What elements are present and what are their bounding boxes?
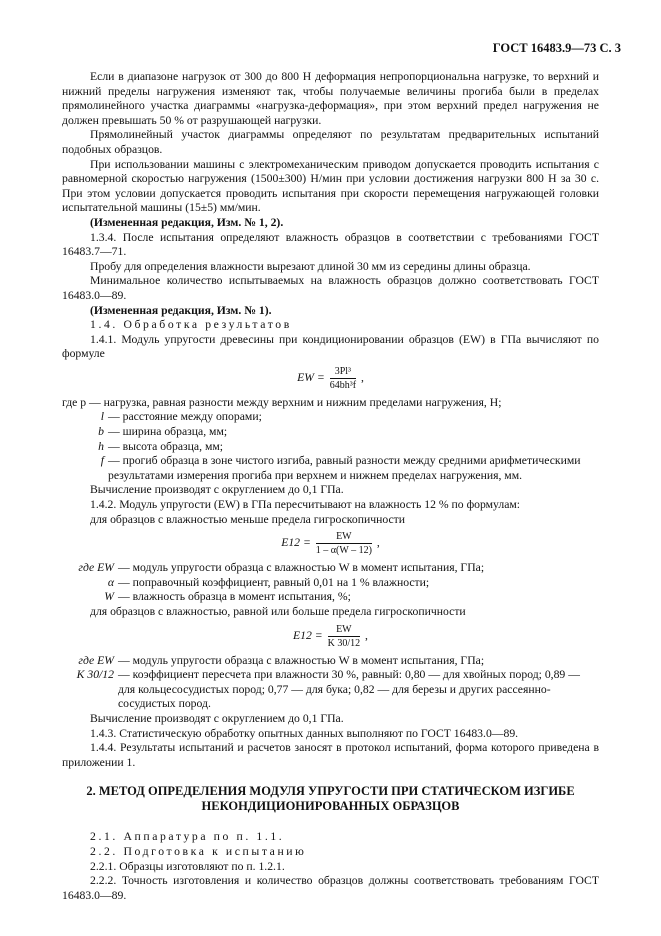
paragraph: При использовании машины с электромеханическим приводом допускается проводить испытания с равномерной скоростью нагружения (1500±300) Н/мин при условии достижения нагрузки 800 Н за 30 с. При этом условии допускается проводить испытания при скорости перемещения нагружающей головки испытательной машины (15±5) мм/мин. (62, 157, 599, 215)
paragraph: для образцов с влажностью, равной или больше предела гигроскопичности (90, 605, 466, 618)
definition-text: — влажность образца в момент испытания, %; (118, 590, 351, 604)
edit-note: (Измененная редакция, Изм. № 1). (90, 303, 272, 317)
definition-item (62, 654, 599, 669)
paragraph: 1.4.3. Статистическую обработку опытных данных выполняют по ГОСТ 16483.0—89. (90, 726, 519, 740)
definition-item (62, 410, 599, 425)
definition-item (62, 561, 599, 576)
definition-item (62, 590, 599, 605)
definition-text: — модуль упругости образца с влажностью W в момент испытания, ГПа; (118, 653, 485, 667)
definition-item (62, 454, 599, 483)
formula-denominator: 1 – α(W – 12) (315, 545, 372, 557)
formula-tail: , (365, 628, 368, 642)
definition-key: K 30/12 (76, 668, 114, 682)
definition-key: b (98, 425, 104, 439)
formula-lhs: EW = (297, 371, 325, 385)
formula-lhs: E12 = (281, 536, 311, 550)
formula-fraction (328, 623, 361, 650)
formula-tail: , (360, 371, 364, 385)
definition-text: — расстояние между опорами; (108, 410, 262, 424)
definition-text: — поправочный коэффициент, равный 0,01 на 1 % влажности; (118, 575, 430, 589)
section-title-line: 2. МЕТОД ОПРЕДЕЛЕНИЯ МОДУЛЯ УПРУГОСТИ ПРИ СТАТИЧЕСКОМ ИЗГИБЕ (86, 784, 575, 799)
section-2-title (62, 784, 599, 814)
formula-fraction (316, 530, 372, 557)
paragraph: Минимальное количество испытываемых на влажность образцов должно соответствовать ГОСТ 16483.0—89. (62, 274, 599, 302)
paragraph: Вычисление производят с округлением до 0,1 ГПа. (90, 483, 344, 497)
paragraph: 1.4.2. Модуль упругости (EW) в ГПа пересчитывают на влажность 12 % по формулам: (90, 498, 521, 512)
paragraph: Если в диапазоне нагрузок от 300 до 800 Н деформация непропорциональна нагрузке, то верхний и нижний пределы нагружения изменяют так, чтобы получаемые величины прогиба были в пределах прямолинейного участка диаграммы «нагрузка-деформация», при этом верхний предел нагружения не должен превышать 50 % от разрушающей нагрузки. (62, 70, 599, 127)
section-heading: 2.1. Аппаратура по п. 1.1. (90, 830, 285, 844)
section-heading: 1.4. Обработка результатов (90, 318, 292, 332)
definition-key: l (100, 410, 104, 424)
definition-text: — коэффициент пересчета при влажности 30 %, равный: 0,80 — для хвойных пород; 0,89 — для кольцесосудистых пород; 0,77 — для бука; 0,82 — для березы и других рассеяннососудистых пород. (118, 668, 580, 711)
page-header: ГОСТ 16483.9—73 С. 3 (492, 41, 621, 55)
formula-fraction (330, 365, 356, 392)
formula-conversion-1 (62, 530, 599, 557)
definition-text: — ширина образца, мм; (108, 425, 228, 439)
definition-key: где EW (78, 561, 114, 575)
formula-denominator: 64bh³f (329, 379, 357, 391)
paragraph: Прямолинейный участок диаграммы определяют по результатам предварительных испытаний подобных образцов. (62, 128, 599, 156)
formula-lhs: E12 = (293, 628, 323, 642)
definition-text: — высота образца, мм; (108, 439, 223, 453)
section-heading: 2.2. Подготовка к испытанию (90, 844, 307, 858)
formula-numerator: EW (316, 530, 372, 544)
definition-item (62, 668, 599, 712)
where-line: где p — нагрузка, равная разности между верхним и нижним пределами нагружения, Н; (62, 395, 502, 409)
formula-numerator: EW (328, 623, 361, 637)
edit-note: (Измененная редакция, Изм. № 1, 2). (90, 215, 284, 229)
paragraph: 1.4.4. Результаты испытаний и расчетов заносят в протокол испытаний, форма которого приведена в приложении 1. (62, 741, 599, 769)
definition-key: h (98, 439, 104, 453)
formula-denominator: K 30/12 (327, 637, 361, 649)
definition-key: W (104, 590, 114, 604)
paragraph: 2.2.2. Точность изготовления и количество образцов должны соответствовать требованиям ГОСТ 16483.0—89. (62, 874, 599, 902)
formula-conversion-2 (62, 623, 599, 650)
definition-key: α (107, 575, 114, 589)
paragraph: Пробу для определения влажности вырезают длиной 30 мм из середины длины образца. (90, 259, 531, 273)
definition-item (62, 576, 599, 591)
paragraph: 1.3.4. После испытания определяют влажность образцов в соответствии с требованиями ГОСТ 16483.7—71. (62, 230, 599, 259)
paragraph: 2.2.1. Образцы изготовляют по п. 1.2.1. (90, 859, 285, 873)
definition-text: — прогиб образца в зоне чистого изгиба, равный разности между средними арифметическими результатами измерения прогиба при верхнем и нижнем пределах нагружения, мм. (108, 454, 581, 482)
definition-text: — модуль упругости образца с влажностью W в момент испытания, ГПа; (118, 561, 485, 575)
definition-key: где EW (78, 653, 114, 667)
paragraph: для образцов с влажностью меньше предела гигроскопичности (90, 512, 406, 526)
formula-numerator: 3Pl³ (330, 365, 356, 379)
document-body (62, 70, 599, 903)
paragraph: Вычисление производят с округлением до 0,1 ГПа. (90, 711, 344, 725)
definition-item (62, 425, 599, 440)
definition-item (62, 440, 599, 455)
section-title-line: НЕКОНДИЦИОНИРОВАННЫХ ОБРАЗЦОВ (201, 799, 460, 814)
definition-key: f (100, 454, 104, 468)
paragraph: 1.4.1. Модуль упругости древесины при кондиционировании образцов (EW) в ГПа вычисляют по формуле (62, 332, 599, 361)
formula-tail: , (376, 536, 380, 550)
formula-modulus (62, 365, 599, 392)
